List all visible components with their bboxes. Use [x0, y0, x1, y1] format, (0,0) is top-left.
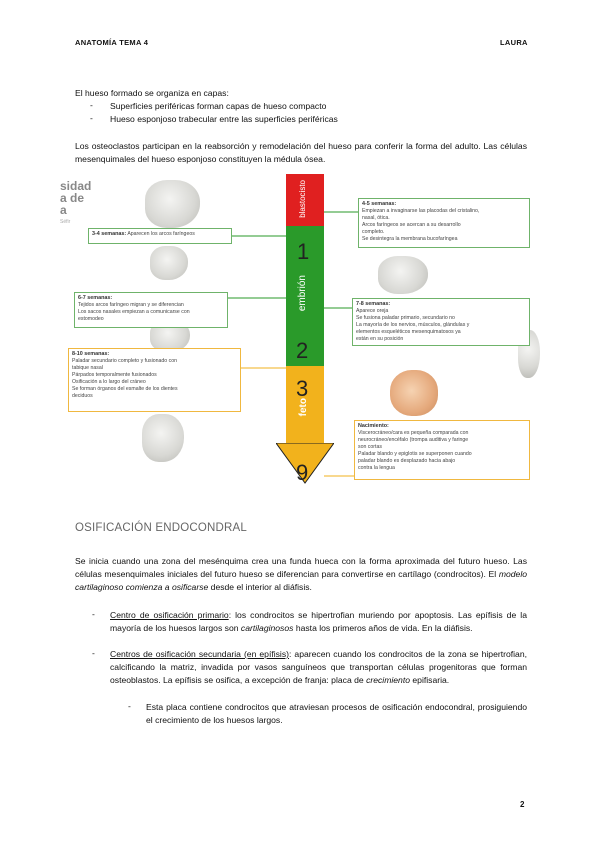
header-right: LAURA: [500, 38, 528, 47]
bullet-secondary-center: Centros de osificación secundaria (en epífisis): aparecen cuando los condrocitos de la zona se hipertrofian, calcificando la matriz, invadida por vasos sanguíneos que transportan células progenitoras que forman osteoblastos. La epífisis se osifica, a excepción de franja: placa de crecimiento epifisaria.: [110, 649, 527, 685]
label-blastocyst: blastocisto: [298, 180, 307, 218]
bullet-primary-center: Centro de osificación primario: los condrocitos se hipertrofian muriendo por apoptosis. Las epífisis de la mayoría de los huesos largos son cartilaginosos hasta los primeros años de vida. En la diáfisis.: [110, 610, 527, 633]
box-birth: Nacimiento: Viscerocráneo/cara es pequeña comparada con neurocráneo/encéfalo (trompa auditiva y faringe son cortas Paladar blando y epiglotis se superponen cuando paladar blando es desplazado hacia abajo contra la lengua: [354, 420, 530, 480]
dash-bullet: -: [92, 609, 95, 619]
section-paragraph: Se inicia cuando una zona del mesénquima crea una funda hueca con la forma aproximada del futuro hueso. Las células mesenquimales iniciales del futuro hueso se diferencian para convertirse en cartílago (condrocitos). El modelo cartilaginoso comienza a osificarse desde el interior al diáfisis.: [75, 556, 528, 592]
osteoclast-paragraph: Los osteoclastos participan en la reabsorción y remodelación del hueso para conferir la forma del adulto. Las células mesenquimales del hueso esponjoso constituyen la médula ósea.: [75, 141, 527, 164]
stage-number: 9: [296, 460, 309, 485]
corner-text: a: [60, 203, 67, 217]
corner-text: a de: [60, 191, 85, 205]
stage-number: 2: [296, 338, 309, 363]
corner-text: sidad: [60, 179, 92, 193]
dash-bullet: -: [92, 648, 95, 658]
label-fetus: feto: [298, 398, 309, 417]
corner-text: Séfir: [60, 219, 71, 225]
box-weeks-3-4: 3-4 semanas: Aparecen los arcos faríngeos: [88, 228, 232, 244]
dash-bullet: -: [90, 113, 93, 123]
page-number: 2: [520, 800, 525, 809]
intro-line: El hueso formado se organiza en capas:: [75, 88, 229, 98]
header-left: ANATOMÍA TEMA 4: [75, 38, 149, 47]
section-title: OSIFICACIÓN ENDOCONDRAL: [75, 522, 248, 534]
intro-bullet-1: Superficies periféricas forman capas de hueso compacto: [110, 101, 327, 111]
box-weeks-8-10: 8-10 semanas: Paladar secundario completo y fusionado con tabique nasal Párpados temporalmente fusionados Osificación a lo largo del cráneo Se forman órganos del esmalte de los dientes deciduos: [68, 348, 241, 412]
box-weeks-7-8: 7-8 semanas: Aparece oreja Se fusiona paladar primario, secundario no La mayoría de los nervios, músculos, glándulas y elementos esqueléticos mesenquimatosos ya están en su posición: [352, 298, 530, 346]
stage-number: 1: [297, 239, 310, 264]
dash-bullet: -: [90, 100, 93, 110]
intro-bullet-2: Hueso esponjoso trabecular entre las superficies periféricas: [110, 114, 338, 124]
label-embryo: embrión: [297, 275, 308, 312]
sub-bullet: Esta placa contiene condrocitos que atraviesan procesos de osificación endocondral, prosiguiendo el crecimiento de los huesos largos.: [146, 702, 527, 725]
box-weeks-4-5: 4-5 semanas: Empiezan a invaginarse las placodas del cristalino, nasal, ótica. Arcos faríngeos se acercan a su desarrollo completo. Se desintegra la membrana bucofaríngea: [358, 198, 530, 248]
stage-number: 3: [296, 376, 309, 401]
box-weeks-6-7: 6-7 semanas: Tejidos arcos faríngeo migran y se diferencian Los sacos nasales empiezan a comunicarse con estomodeo: [74, 292, 228, 328]
dash-bullet: -: [128, 701, 131, 711]
